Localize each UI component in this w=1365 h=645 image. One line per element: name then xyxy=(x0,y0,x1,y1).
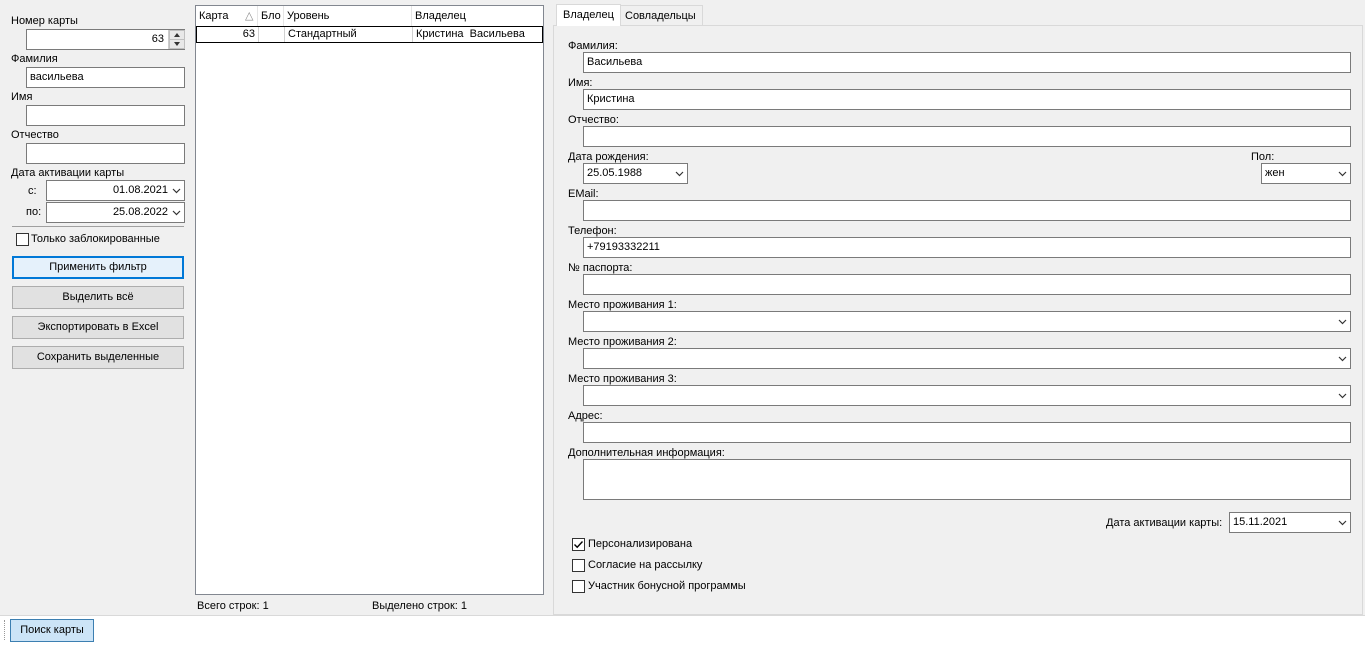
chevron-down-icon xyxy=(1338,518,1347,527)
owner-surname-label: Фамилия: xyxy=(568,40,618,52)
owner-surname-input[interactable] xyxy=(583,52,1351,73)
name-label: Имя xyxy=(11,91,33,103)
owner-activation-date-picker[interactable] xyxy=(1229,512,1351,533)
date-from-picker[interactable] xyxy=(46,180,185,201)
date-to-label: по: xyxy=(26,206,42,218)
chevron-down-icon xyxy=(675,169,684,178)
owner-activation-date-value: 15.11.2021 xyxy=(1233,516,1288,528)
residence2-label: Место проживания 2: xyxy=(568,336,677,348)
passport-label: № паспорта: xyxy=(568,262,633,274)
date-to-picker[interactable] xyxy=(46,202,185,223)
residence1-label: Место проживания 1: xyxy=(568,299,677,311)
address-label: Адрес: xyxy=(568,410,603,422)
cell-card: 63 xyxy=(197,27,259,42)
gender-select[interactable] xyxy=(1261,163,1351,184)
phone-input[interactable] xyxy=(583,237,1351,258)
tab-owner[interactable]: Владелец xyxy=(556,4,621,26)
chevron-down-icon xyxy=(1338,354,1347,363)
card-number-input[interactable] xyxy=(26,29,185,50)
extra-info-textarea[interactable] xyxy=(583,459,1351,500)
owner-patronymic-input[interactable] xyxy=(583,126,1351,147)
surname-label: Фамилия xyxy=(11,53,58,65)
mailing-consent-checkbox[interactable] xyxy=(572,559,585,572)
cell-level: Стандартный xyxy=(285,27,413,42)
activation-date-label: Дата активации карты xyxy=(11,167,125,179)
sort-ascending-icon: △ xyxy=(245,10,254,22)
bonus-program-label: Участник бонусной программы xyxy=(588,580,746,592)
date-from-label: с: xyxy=(28,185,37,197)
bottom-tab-strip xyxy=(0,615,1365,645)
chevron-down-icon xyxy=(1338,317,1347,326)
owner-surname-value: Васильева xyxy=(587,56,643,68)
tab-strip-grip xyxy=(4,620,6,640)
apply-filter-button[interactable]: Применить фильтр xyxy=(12,256,184,279)
birthdate-value: 25.05.1988 xyxy=(587,167,643,179)
residence1-select[interactable] xyxy=(583,311,1351,332)
cell-owner: Кристина Васильева xyxy=(416,28,525,40)
owner-patronymic-label: Отчество: xyxy=(568,114,619,126)
personalized-label: Персонализирована xyxy=(588,538,693,550)
extra-info-label: Дополнительная информация: xyxy=(568,447,725,459)
owner-name-value: Кристина xyxy=(587,93,635,105)
residence3-select[interactable] xyxy=(583,385,1351,406)
chevron-down-icon xyxy=(172,208,181,217)
total-rows-status: Всего строк: 1 xyxy=(197,600,269,612)
phone-label: Телефон: xyxy=(568,225,617,237)
chevron-down-icon xyxy=(1338,391,1347,400)
bottom-tab-card-search[interactable]: Поиск карты xyxy=(10,619,94,642)
patronymic-input[interactable] xyxy=(26,143,185,164)
select-all-button[interactable]: Выделить всё xyxy=(12,286,184,309)
bonus-program-checkbox[interactable] xyxy=(572,580,585,593)
column-header-owner[interactable]: Владелец xyxy=(412,6,543,26)
blocked-only-label: Только заблокированные xyxy=(31,233,160,245)
patronymic-label: Отчество xyxy=(11,129,59,141)
passport-input[interactable] xyxy=(583,274,1351,295)
column-header-level[interactable]: Уровень xyxy=(284,6,412,26)
chevron-down-icon xyxy=(172,186,181,195)
residence3-label: Место проживания 3: xyxy=(568,373,677,385)
chevron-down-icon xyxy=(1338,169,1347,178)
birthdate-picker[interactable] xyxy=(583,163,688,184)
owner-name-label: Имя: xyxy=(568,77,593,89)
date-from-value: 01.08.2021 xyxy=(112,184,168,196)
date-to-value: 25.08.2022 xyxy=(112,206,168,218)
email-input[interactable] xyxy=(583,200,1351,221)
blocked-only-checkbox[interactable] xyxy=(16,233,29,246)
spinner-arrows-icon xyxy=(169,30,185,49)
tab-co-owners[interactable]: Совладельцы xyxy=(618,5,703,26)
email-label: EMail: xyxy=(568,188,599,200)
birthdate-label: Дата рождения: xyxy=(568,151,649,163)
card-number-label: Номер карты xyxy=(11,15,78,27)
name-input[interactable] xyxy=(26,105,185,126)
export-excel-button[interactable]: Экспортировать в Excel xyxy=(12,316,184,339)
residence2-select[interactable] xyxy=(583,348,1351,369)
owner-name-input[interactable] xyxy=(583,89,1351,110)
personalized-checkbox[interactable] xyxy=(572,538,585,551)
surname-value: васильева xyxy=(30,71,84,83)
selected-rows-status: Выделено строк: 1 xyxy=(372,600,468,612)
gender-value: жен xyxy=(1265,167,1285,179)
owner-activation-date-label: Дата активации карты: xyxy=(1106,517,1223,529)
save-selected-button[interactable]: Сохранить выделенные xyxy=(12,346,184,369)
filter-divider xyxy=(12,226,184,227)
column-header-card[interactable] xyxy=(196,6,258,26)
column-header-card-label: Карта xyxy=(199,10,229,22)
phone-value: +79193332211 xyxy=(587,241,660,253)
cell-blocked xyxy=(259,27,285,42)
mailing-consent-label: Согласие на рассылку xyxy=(588,559,703,571)
card-number-spinner[interactable] xyxy=(168,30,184,49)
cards-grid[interactable] xyxy=(195,5,544,595)
address-input[interactable] xyxy=(583,422,1351,443)
card-number-value: 63 xyxy=(151,33,164,45)
table-row[interactable] xyxy=(196,26,543,43)
column-header-blocked[interactable]: Бло xyxy=(258,6,284,26)
checkmark-icon xyxy=(573,539,584,550)
surname-input[interactable] xyxy=(26,67,185,88)
gender-label: Пол: xyxy=(1251,151,1275,163)
